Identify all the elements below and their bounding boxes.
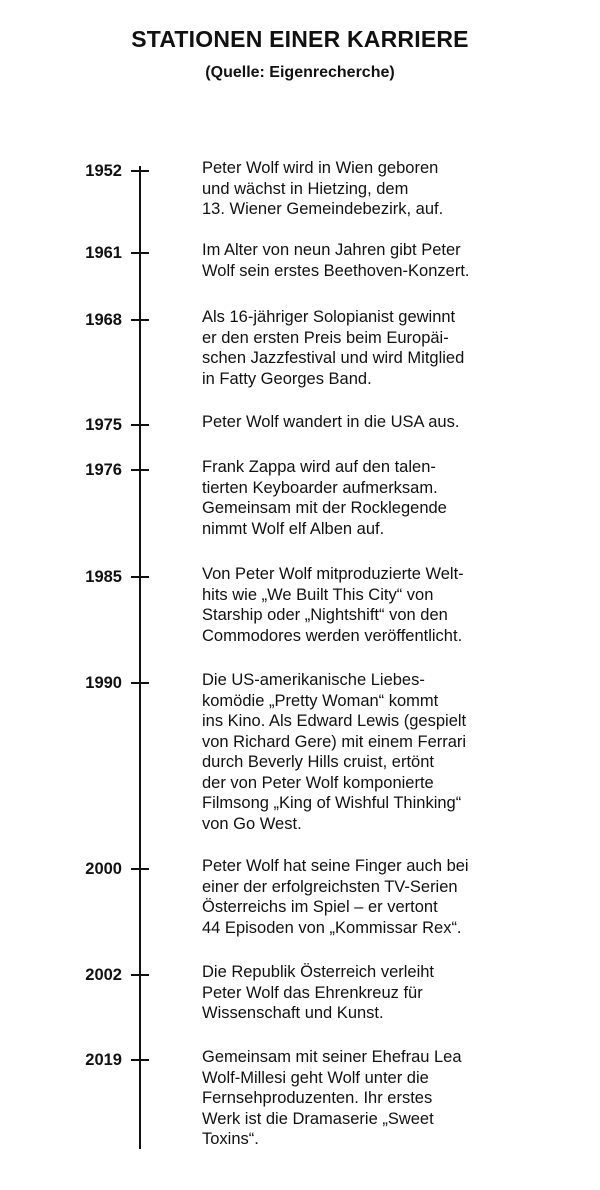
- timeline-tick: [131, 424, 149, 426]
- timeline-year: 1961: [85, 244, 122, 262]
- timeline-tick: [131, 868, 149, 870]
- source-note: (Quelle: Eigenrecherche): [205, 64, 395, 81]
- timeline-text: Peter Wolf wird in Wien geboren und wächst in Hietzing, dem 13. Wiener Gemeindebezirk, auf.: [202, 159, 444, 218]
- timeline-year: 1990: [85, 674, 122, 692]
- timeline-year: 2019: [85, 1051, 122, 1069]
- timeline-year: 1968: [85, 311, 122, 329]
- timeline-year: 1975: [85, 416, 122, 434]
- timeline-year: 2000: [85, 860, 122, 878]
- timeline-tick: [131, 682, 149, 684]
- timeline-tick: [131, 1059, 149, 1061]
- timeline-tick: [131, 576, 149, 578]
- timeline-tick: [131, 170, 149, 172]
- timeline-year: 1952: [85, 162, 122, 180]
- timeline-year: 2002: [85, 966, 122, 984]
- timeline-text: Von Peter Wolf mitproduzierte Welt- hits wie „We Built This City“ von Starship oder „Nightshift“ von den Commodores werden veröffentlicht.: [202, 565, 464, 645]
- timeline-text: Peter Wolf hat seine Finger auch bei einer der erfolgreichsten TV-Serien Österreichs im Spiel – er vertont 44 Episoden von „Kommissar Rex“.: [202, 857, 469, 937]
- timeline-text: Frank Zappa wird auf den talen- tierten Keyboarder aufmerksam. Gemeinsam mit der Rocklegende nimmt Wolf elf Alben auf.: [202, 458, 447, 538]
- page-title: STATIONEN EINER KARRIERE: [131, 26, 469, 52]
- timeline-text: Die Republik Österreich verleiht Peter Wolf das Ehrenkreuz für Wissenschaft und Kunst.: [202, 963, 435, 1022]
- timeline-text: Als 16-jähriger Solopianist gewinnt er den ersten Preis beim Europäi- schen Jazzfestival und wird Mitglied in Fatty Georges Band.: [202, 308, 465, 388]
- timeline-tick: [131, 252, 149, 254]
- timeline-year: 1985: [85, 568, 122, 586]
- timeline-tick: [131, 974, 149, 976]
- timeline-tick: [131, 469, 149, 471]
- timeline-axis: [139, 166, 141, 1149]
- timeline-text: Gemeinsam mit seiner Ehefrau Lea Wolf-Millesi geht Wolf unter die Fernsehproduzenten. Ihr erstes Werk ist die Dramaserie „Sweet Toxins“.: [202, 1048, 462, 1148]
- timeline-text: Peter Wolf wandert in die USA aus.: [202, 413, 460, 431]
- timeline-year: 1976: [85, 461, 122, 479]
- timeline-tick: [131, 319, 149, 321]
- timeline-text: Im Alter von neun Jahren gibt Peter Wolf sein erstes Beethoven-Konzert.: [202, 241, 470, 280]
- timeline-text: Die US-amerikanische Liebes- komödie „Pretty Woman“ kommt ins Kino. Als Edward Lewis (gespielt von Richard Gere) mit einem Ferrari durch Beverly Hills cruist, ertönt der von Peter Wolf komponierte Filmsong „King of Wishful Thinking“ von Go West.: [202, 671, 467, 833]
